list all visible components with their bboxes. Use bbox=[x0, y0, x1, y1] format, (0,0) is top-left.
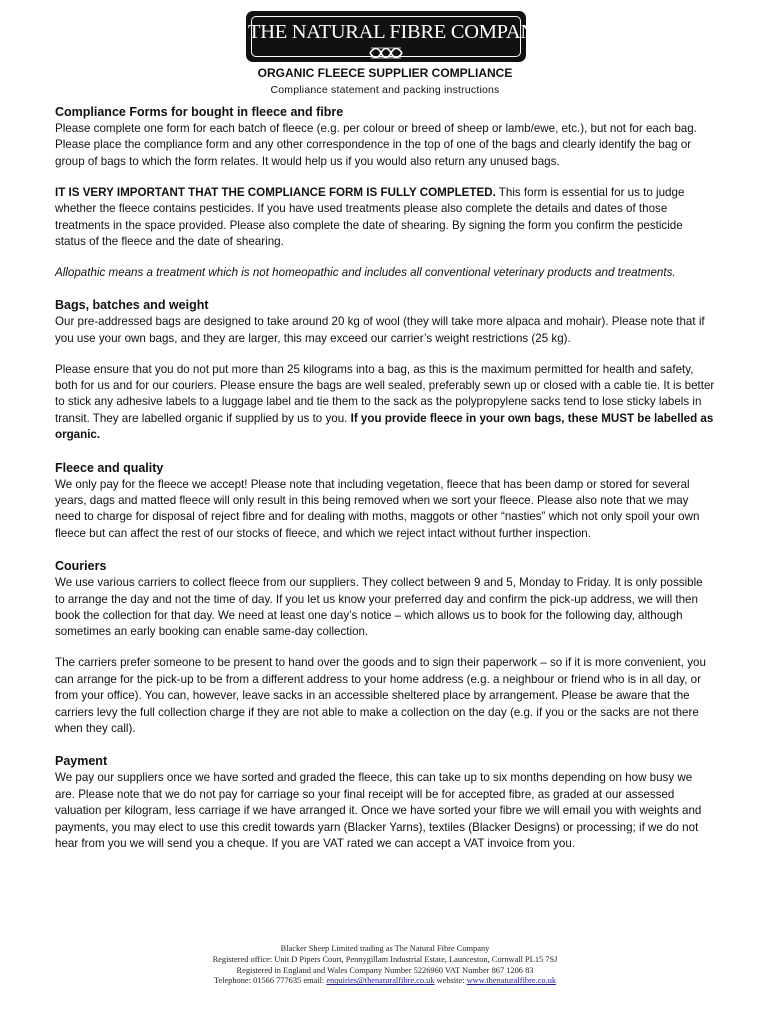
footer-address-line: Registered office: Unit D Pipers Court, Pennygillam Industrial Estate, Launceston, Cornwall PL15 7SJ bbox=[212, 954, 558, 964]
company-logo bbox=[246, 11, 550, 62]
section-heading-payment: Payment bbox=[55, 754, 108, 769]
document-body bbox=[55, 104, 715, 852]
section-heading-compliance: Compliance Forms for bought in fleece and fibre bbox=[55, 105, 344, 119]
bags-paragraph-1: Our pre-addressed bags are designed to take around 20 kg of wool (they will take more alpaca and mohair). Please note that if you use your own bags, and they are larger, this may exceed our carrier’s weight restrictions (25 kg). bbox=[55, 315, 705, 345]
footer-phone: Telephone: 01566 777635 email: bbox=[213, 976, 327, 986]
payment-paragraph-1: We pay our suppliers once we have sorted and graded the fleece, this can take up to six months depending on how busy we are. Please note that we do not pay for carriage so your final receipt will be for accepted fibre, as graded at our assessed valuation per kilogram, less carriage if we have arranged it. Once we have sorted your fibre we will email you with weights and payments, you may elect to use this credit towards yarn (Blacker Yarns), textiles (Blacker Designs) or processing; if we do not hear from you we will send you a cheque. If you are VAT rated we can accept a VAT invoice from you. bbox=[55, 771, 702, 850]
document-title: ORGANIC FLEECE SUPPLIER COMPLIANCE bbox=[257, 66, 513, 80]
section-heading-couriers: Couriers bbox=[55, 559, 107, 574]
email-link[interactable]: enquiries@thenaturalfibre.co.uk bbox=[326, 976, 435, 986]
section-heading-bags: Bags, batches and weight bbox=[55, 298, 209, 313]
compliance-paragraph-2 bbox=[55, 185, 715, 251]
compliance-warning: IT IS VERY IMPORTANT THAT THE COMPLIANCE FORM IS FULLY COMPLETED. bbox=[55, 185, 496, 199]
footer-registration-line: Registered in England and Wales Company Number 5226960 VAT Number 867 1206 83 bbox=[236, 965, 534, 975]
footer-company-line: Blacker Sheep Limited trading as The Natural Fibre Company bbox=[280, 944, 490, 953]
footer-website-label: website: bbox=[434, 976, 467, 986]
compliance-paragraph-2-text: This form is essential for us to judge whether the fleece contains pesticides. If you have used treatments please also complete the details and dates of those treatments in the space provided. Please also complete the date of shearing. By signing the form you confirm the pesticide status of the fleece and the date of shearing. bbox=[55, 185, 685, 248]
website-link[interactable]: www.thenaturalfibre.co.uk bbox=[466, 976, 557, 986]
compliance-paragraph-1: Please complete one form for each batch of fleece (e.g. per colour or breed of sheep or lamb/ewe, etc.), but not for each bag. Please place the compliance form and any other correspondence in the top of one of the bags and clearly identify the bag or group of bags to which the form relates. It would help us if you would also return any unused bags. bbox=[55, 122, 697, 168]
couriers-paragraph-2: The carriers prefer someone to be present to hand over the goods and to sign their paperwork – so if it is more convenient, you can arrange for the pick-up to be from a different address to your home address (e.g. a neighbour or friend who is in all day, or from your office). You can, however, leave sacks in an accessible sheltered place by arrangement. Please be aware that the carriers levy the full collection charge if they are not able to make a collection on the day (e.g. if you or the sacks are not there when they call). bbox=[55, 656, 706, 735]
document-subtitle: Compliance statement and packing instructions bbox=[270, 84, 500, 96]
bags-paragraph-2-text: Please ensure that you do not put more than 25 kilograms into a bag, as this is the maximum permitted for health and safety, both for us and for our couriers. Please ensure the bags are well sealed, preferably sewn up or closed with a cable tie. It is better to stick any adhesive labels to a luggage label and tie them to the sack as the polypropylene sacks tend to lose sticky labels in transit. They are labelled organic if supplied by us to you. bbox=[55, 362, 715, 425]
document-footer bbox=[0, 944, 770, 987]
footer-contact-line bbox=[0, 976, 770, 987]
section-heading-quality: Fleece and quality bbox=[55, 460, 164, 475]
bags-organic-warning: If you provide fleece in your own bags, these MUST be labelled as organic. bbox=[55, 411, 714, 442]
logo-text: THE NATURAL FIBRE COMPANY bbox=[248, 21, 550, 43]
couriers-paragraph-1: We use various carriers to collect fleece from our suppliers. They collect between 9 and 5, Monday to Friday. It is only possible to arrange the day and not the time of day. If you let us know your preferred day and confirm the pick-up address, we will then book the collection for that day. We need at least one day’s notice – which allows us to book for the following day, although sometimes an early booking can enable same-day collection. bbox=[55, 576, 703, 639]
celtic-knot-icon bbox=[369, 46, 403, 60]
allopathic-definition: Allopathic means a treatment which is not homeopathic and includes all conventional veterinary products and treatments. bbox=[55, 265, 676, 279]
quality-paragraph-1: We only pay for the fleece we accept! Please note that including vegetation, fleece that has been damp or stored for several years, dags and matted fleece will only result in this being removed when we sort your fleece. Please also note that we may need to charge for disposal of reject fibre and for dealing with moths, maggots or other “nasties” which not only spoil your own fleece but can affect the rest of our stocks of fleece, and which we reject intact without further inspection. bbox=[55, 477, 700, 540]
bags-paragraph-2 bbox=[55, 362, 715, 444]
